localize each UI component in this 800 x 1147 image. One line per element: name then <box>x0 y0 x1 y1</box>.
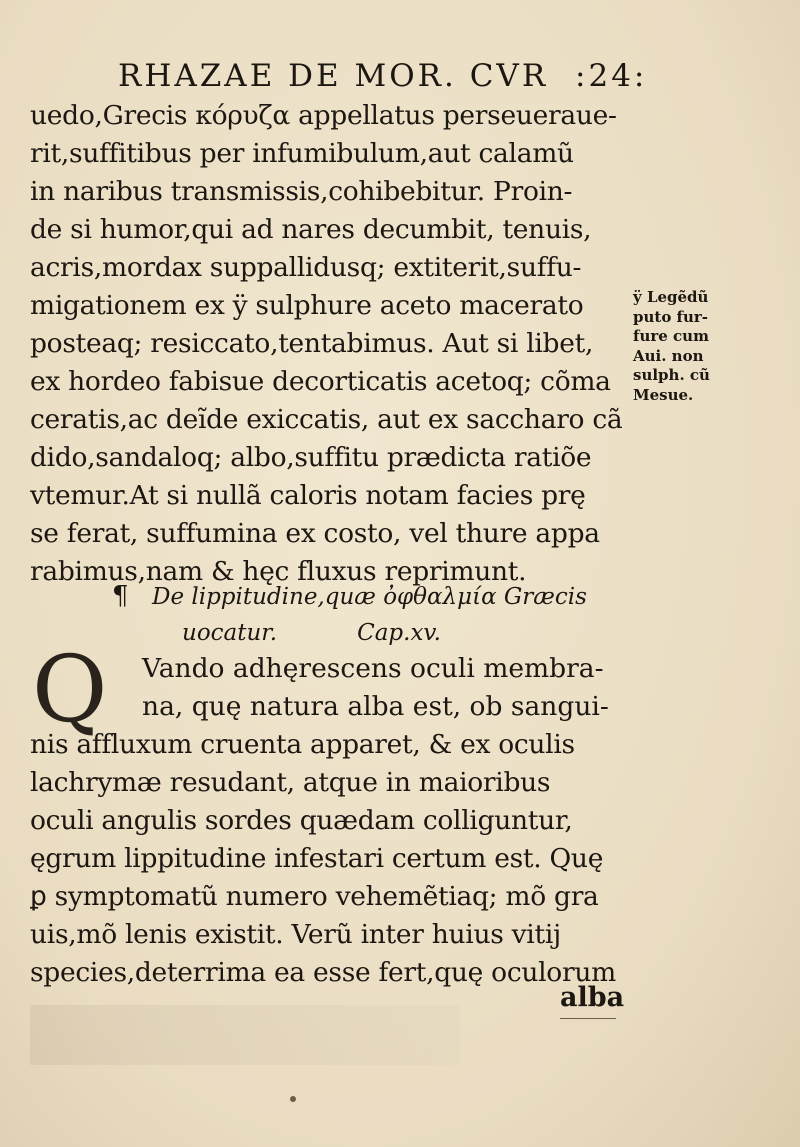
marginal-line: Aui. non <box>633 346 704 365</box>
catchword-rule <box>560 1018 616 1019</box>
text-line: oculi angulis sordes quædam colliguntur, <box>30 805 573 836</box>
text-line: rabimus,nam & hęc fluxus reprimunt. <box>30 556 527 587</box>
chapter-text <box>30 636 630 992</box>
marginal-note <box>633 288 743 405</box>
marginal-line: Mesue. <box>633 385 694 404</box>
text-line: species,deterrima ea esse fert,quę oculorum <box>30 957 616 988</box>
chapter-number: Cap.xv. <box>357 620 441 646</box>
text-line: lachrymæ resudant, atque in maioribus <box>30 767 551 798</box>
show-through-ink <box>30 1005 460 1065</box>
text-line: de si humor,qui ad nares decumbit, tenuis, <box>30 214 592 245</box>
marginal-line: ÿ Legẽdũ <box>633 288 709 306</box>
marginal-line: fure cum <box>633 327 709 345</box>
text-line: nis affluxum cruenta apparet, & ex oculis <box>30 729 575 760</box>
folio-number: :24: <box>575 58 648 94</box>
paragraph-mark: ¶ <box>112 581 129 611</box>
text-line: in naribus transmissis,cohibebitur. Proin- <box>30 176 573 207</box>
text-line: acris,mordax suppallidusq; extiterit,suffu- <box>30 252 582 283</box>
chapter-title: De lippitudine,quæ ὀφθαλμία Græcis <box>152 584 587 610</box>
body-text <box>30 97 630 591</box>
text-line: ceratis,ac deĩde exiccatis, aut ex saccharo cã <box>30 404 623 435</box>
drop-capital: Q <box>32 636 108 743</box>
text-line: dido,sandaloq; albo,suffitu prædicta ratiõe <box>30 442 592 473</box>
running-title: RHAZAE DE MOR. CVR <box>118 58 549 94</box>
text-line: uedo,Grecis κόρυζα appellatus perseueraue- <box>30 100 617 131</box>
text-line: ꝑ symptomatũ numero vehemẽtiaq; mõ gra <box>30 881 599 912</box>
chapter-heading <box>112 578 632 651</box>
marginal-line: sulph. cũ <box>633 366 710 384</box>
running-header <box>118 58 648 94</box>
text-line: Vando adhęrescens oculi membra- <box>142 653 604 684</box>
marginal-line: puto fur- <box>633 307 709 326</box>
chapter-title-cont: uocatur. <box>182 620 278 646</box>
text-line: ex hordeo fabisue decorticatis acetoq; cõma <box>30 366 611 397</box>
text-line: vtemur.At si nullã caloris notam facies prę <box>30 480 586 511</box>
text-line: na, quę natura alba est, ob sangui- <box>142 691 609 722</box>
text-line: rit,suffitibus per infumibulum,aut calamũ <box>30 138 574 169</box>
text-line: migationem ex ÿ sulphure aceto macerato <box>30 290 584 321</box>
catchword: alba <box>560 982 625 1013</box>
text-line: uis,mõ lenis existit. Verũ inter huius vitij <box>30 919 561 950</box>
paper-speck <box>290 1096 296 1102</box>
text-line: se ferat, suffumina ex costo, vel thure appa <box>30 518 600 549</box>
text-line: ęgrum lippitudine infestari certum est. Quę <box>30 843 604 874</box>
text-line: posteaq; resiccato,tentabimus. Aut si libet, <box>30 328 594 359</box>
